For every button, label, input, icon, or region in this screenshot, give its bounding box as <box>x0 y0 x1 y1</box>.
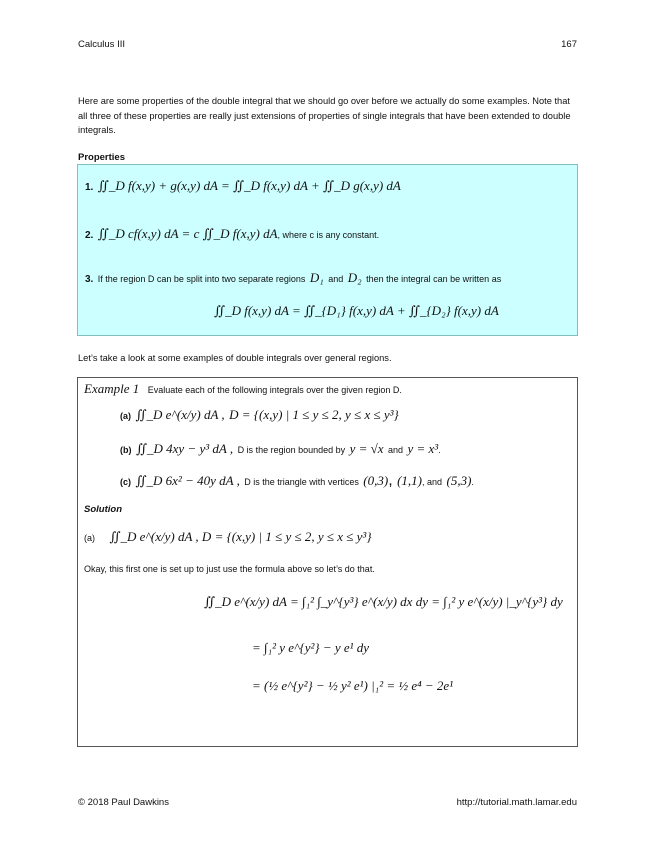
part-c-vertex-1: (0,3) <box>363 473 389 488</box>
part-c-text: D is the triangle with vertices <box>244 477 359 487</box>
example-title: Example 1 <box>84 381 140 396</box>
property-2-number: 2. <box>85 230 94 241</box>
part-c-vertex-3: (5,3) <box>446 473 472 488</box>
property-3-text-a: If the region D can be split into two separate regions <box>97 274 306 284</box>
property-3-region-2: D₂ <box>347 270 362 285</box>
part-b-text: D is the region bounded by <box>237 445 346 455</box>
property-1-number: 1. <box>85 182 94 193</box>
property-3-number: 3. <box>85 274 94 285</box>
example-box <box>77 377 578 747</box>
example-part-c: (c) ∬_D 6x² − 40y dA , D is the triangle with vertices (0,3), (1,1), and (5,3). <box>120 472 474 489</box>
part-b-curve-1: y = √x <box>349 441 384 456</box>
part-c-end: . <box>471 477 474 487</box>
property-2 <box>85 225 379 243</box>
part-c-integral: ∬_D 6x² − 40y dA , <box>135 473 240 488</box>
part-b-curve-2: y = x³ <box>407 441 439 456</box>
solution-step-1: ∬_D e^(x/y) dA = ∫₁² ∫_y^{y³} e^(x/y) dx dy = ∫₁² y e^(x/y) |_y^{y³} dy <box>204 594 563 609</box>
example-part-a <box>120 406 399 424</box>
solution-a-label: (a) <box>84 533 95 543</box>
solution-a-statement: ∬_D e^(x/y) dA , D = {(x,y) | 1 ≤ y ≤ 2, y ≤ x ≤ y³} <box>109 529 372 544</box>
property-3-region-1: D₁ <box>309 270 324 285</box>
intro-paragraph: Here are some properties of the double integral that we should go over before we actually do some examples. Note that all three of these properties are really just extensions of properties of single integrals that have been extended to double integrals. <box>78 96 571 135</box>
footer-copyright: © 2018 Paul Dawkins <box>78 797 169 808</box>
running-header-title: Calculus III <box>78 39 125 50</box>
part-b-label: (b) <box>120 445 132 455</box>
footer-url[interactable]: http://tutorial.math.lamar.edu <box>456 797 577 808</box>
property-3-formula: ∬_D f(x,y) dA = ∬_{D₁} f(x,y) dA + ∬_{D₂} f(x,y) dA <box>214 303 499 318</box>
examples-lead-text: Let’s take a look at some examples of double integrals over general regions. <box>78 353 392 363</box>
solution-step-2: = ∫₁² y e^{y²} − y e¹ dy <box>252 640 370 655</box>
part-b-and: and <box>388 445 404 455</box>
property-1-formula: ∬_D f(x,y) + g(x,y) dA = ∬_D f(x,y) dA + ∬_D g(x,y) dA <box>97 178 401 193</box>
example-header <box>84 380 402 398</box>
solution-label: Solution <box>84 504 122 515</box>
property-2-formula: ∬_D cf(x,y) dA = c ∬_D f(x,y) dA <box>97 226 278 241</box>
property-1 <box>85 177 401 195</box>
example-part-b <box>120 440 441 458</box>
part-a-label: (a) <box>120 411 131 421</box>
part-a-region: D = {(x,y) | 1 ≤ y ≤ 2, y ≤ x ≤ y³} <box>229 407 399 422</box>
example-prompt: Evaluate each of the following integrals over the given region D. <box>147 385 402 395</box>
solution-text: Okay, this first one is set up to just use the formula above so let’s do that. <box>84 564 375 574</box>
property-3 <box>85 269 501 287</box>
property-3-and: and <box>328 274 344 284</box>
page-number: 167 <box>561 39 577 50</box>
properties-box <box>77 164 578 336</box>
part-c-label: (c) <box>120 477 131 487</box>
part-a-integral: ∬_D e^(x/y) dA , <box>135 407 225 422</box>
part-b-end: . <box>438 445 441 455</box>
solution-a <box>84 528 372 546</box>
property-3-text-b: then the integral can be written as <box>366 274 502 284</box>
property-2-text: , where c is any constant. <box>277 230 380 240</box>
properties-heading: Properties <box>78 152 125 163</box>
solution-step-3: = (½ e^{y²} − ½ y² e¹) |₁² = ½ e⁴ − 2e¹ <box>252 678 454 693</box>
part-c-and: , and <box>422 477 443 487</box>
part-b-integral: ∬_D 4xy − y³ dA , <box>135 441 234 456</box>
part-c-vertex-2: (1,1) <box>397 473 423 488</box>
